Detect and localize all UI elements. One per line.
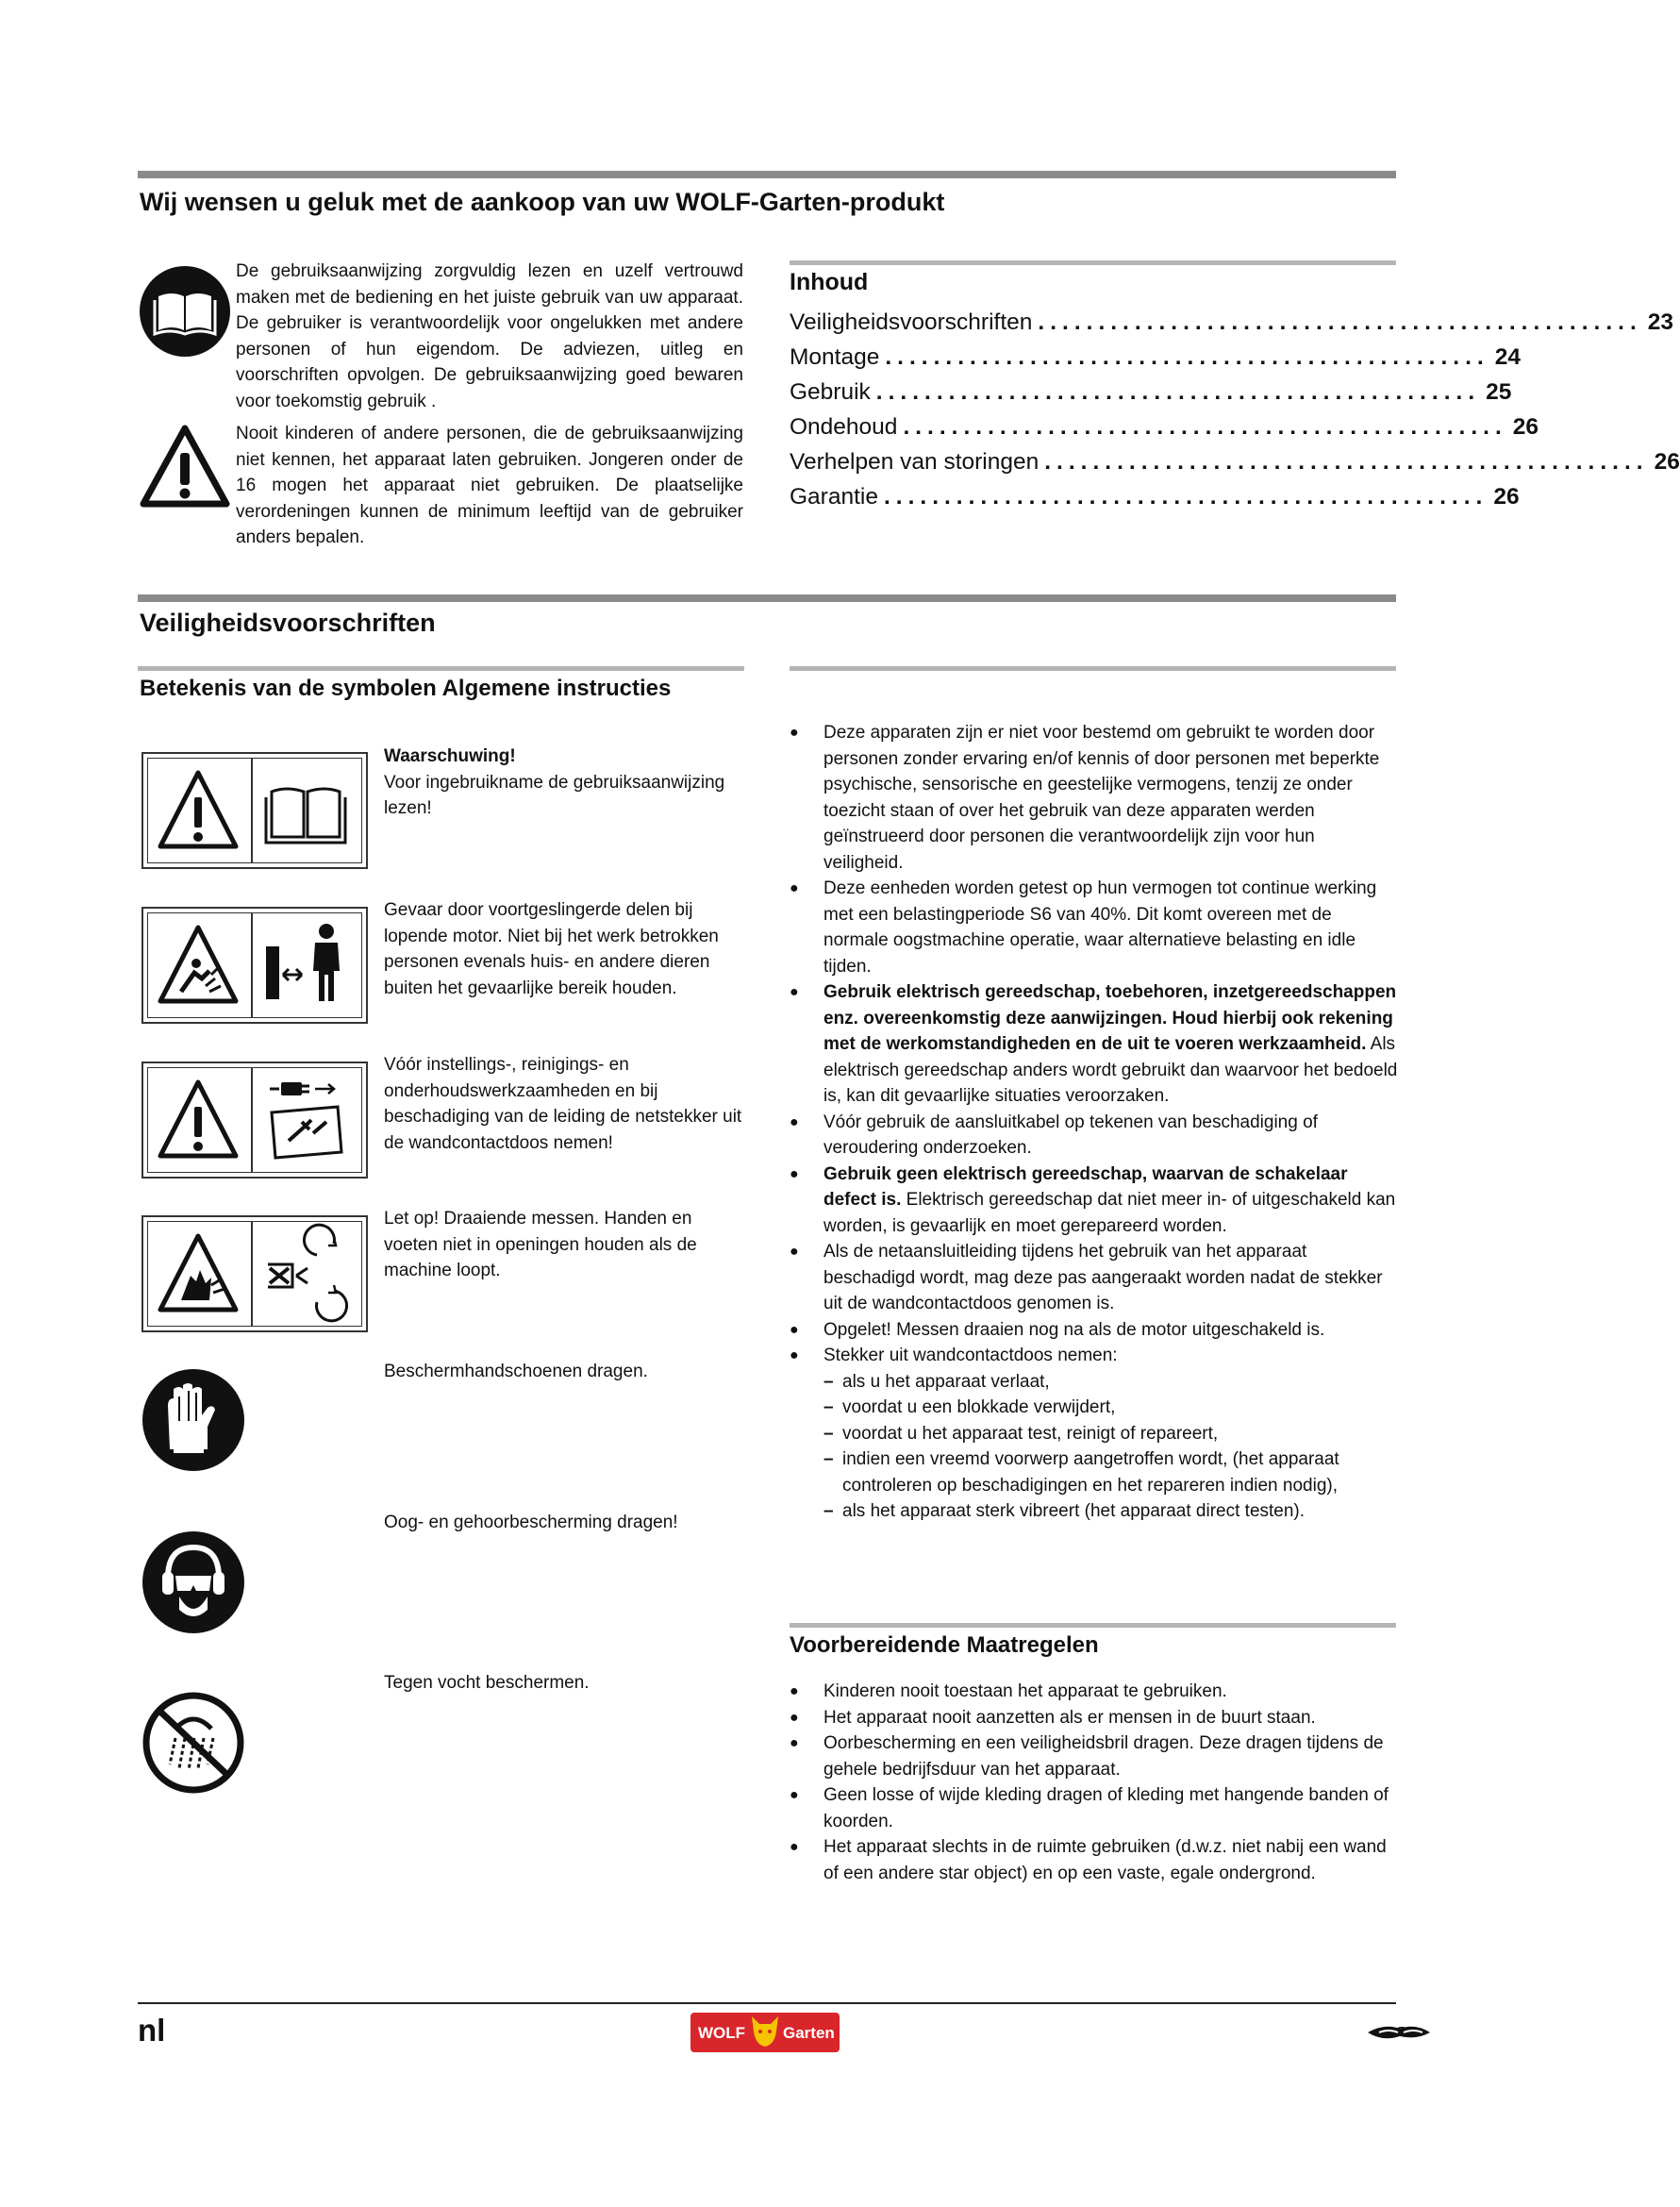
symbol-thrown-objects [141,907,368,1024]
symbols-title: Betekenis van de symbolen Algemene instructies [140,676,672,701]
header-rule [138,171,1396,178]
list-item: ● Geen losse of wijde kleding dragen of kleding met hangende banden of koorden. [790,1782,1398,1834]
rotating-blades-icon [260,1227,351,1317]
open-book-icon [260,763,351,854]
list-item: ● Gebruik elektrisch gereedschap, toebehoren, inzetgereedschappen enz. overeenkomstig deze aanwijzingen. Houd hierbij ook rekening met de werkomstandigheden en de uit te voeren werkzaamheid. Als elektrisch gereedschap anders wordt gebruikt dan waarvoor het bedoeld is, kan dit gevaarlijke situaties veroorzaken. [790,979,1398,1110]
general-instructions-list [790,720,1398,1525]
symbol-text-1: Waarschuwing! Voor ingebruikname de gebruiksaanwijzing lezen! [384,746,725,818]
section-title: Veiligheidsvoorschriften [140,609,436,637]
section-rule [138,594,1396,602]
page-number-graphic [1358,2019,1434,2048]
symbol-text-3: Vóór instellings-, reinigings- en onderhoudswerkzaamheden en bij beschadiging van de leiding de netstekker uit de wandcontactdoos nemen! [384,1055,742,1153]
sub-list-item: – indien een vreemd voorwerp aangetroffen wordt, (het apparaat controleren op beschadigingen en het repareren indien nodig), [823,1446,1398,1498]
intro-paragraph-1: De gebruiksaanwijzing zorgvuldig lezen en uzelf vertrouwd maken met de bediening en het juiste gebruik van uw apparaat. De gebruiker is verantwoordelijk voor ongelukken met andere personen of hun eigendom. De adviezen, uitleg en voorschriften opvolgen. De gebruiksaanwijzing goed bewaren voor toekomstig gebruik . [236,261,743,411]
list-item: ● Vóór gebruik de aansluitkabel op tekenen van beschadiging of veroudering onderzoeken. [790,1110,1398,1162]
symbol-text-7: Tegen vocht beschermen. [384,1673,590,1693]
symbol-text-2: Gevaar door voortgeslingerde delen bij lopende motor. Niet bij het werk betrokken personen evenals huis- en andere dieren buiten het gevaarlijke bereik houden. [384,900,719,998]
table-of-contents [790,309,1680,519]
page-number [1358,2019,1434,2052]
symbol-text-5: Beschermhandschoenen dragen. [384,1362,648,1381]
wolf-garten-logo: WOLF Garten [690,2013,840,2052]
symbol-read-manual [141,752,368,869]
sub-list-item: – als het apparaat sterk vibreert (het apparaat direct testen). [823,1498,1398,1525]
list-item: ● Deze apparaten zijn er niet voor bestemd om gebruikt te worden door personen zonder ervaring en/of kennis of door personen met beperkte psychische, sensorische en geestelijke vermogens, tenzij ze onder toezicht staan of over het gebruik van deze apparaten werden geïnstrueerd door personen die verantwoordelijk zijn voor hun veiligheid. [790,720,1398,876]
hand-blade-icon [153,1229,243,1319]
prep-rule [790,1623,1396,1628]
list-item: ● Gebruik geen elektrisch gereedschap, waarvan de schakelaar defect is. Elektrisch gereedschap dat niet meer in- of uitgeschakeld kan worden, is gevaarlijk en moet gerepareerd worden. [790,1162,1398,1240]
symbol-text-6: Oog- en gehoorbescherming dragen! [384,1513,678,1532]
toc-title: Inhoud [790,269,869,295]
prep-list [790,1679,1398,1886]
sub-list-item: – voordat u een blokkade verwijdert, [823,1395,1398,1421]
no-rain-icon [141,1691,245,1799]
prep-title: Voorbereidende Maatregelen [790,1632,1099,1658]
language-code: nl [138,2013,166,2048]
toc-item[interactable]: Veiligheidsvoorschriften .................................................. 23 [790,309,1674,335]
intro-paragraph-2: Nooit kinderen of andere personen, die de gebruiksaanwijzing niet kennen, het apparaat laten gebruiken. Jongeren onder de 16 mogen het apparaat niet gebruiken. De plaatselijke verordeningen kunnen de minimum leeftijd van de gebruiker anders bepalen. [236,424,743,547]
list-item: ● Het apparaat nooit aanzetten als er mensen in de buurt staan. [790,1705,1398,1731]
list-item: ● Kinderen nooit toestaan het apparaat te gebruiken. [790,1679,1398,1705]
keep-distance-icon [260,918,351,1009]
list-item: ● Oorbescherming en een veiligheidsbril dragen. Deze dragen tijdens de gehele bedrijfsduur van het apparaat. [790,1730,1398,1782]
book-icon [138,264,232,363]
list-item: ● Opgelet! Messen draaien nog na als de motor uitgeschakeld is. [790,1317,1398,1344]
toc-item[interactable]: Garantie .................................................. 26 [790,484,1520,510]
toc-item[interactable]: Montage .................................................. 24 [790,344,1521,370]
symbol-text-4: Let op! Draaiende messen. Handen en voeten niet in openingen houden als de machine loopt. [384,1209,697,1280]
toc-item[interactable]: Verhelpen van storingen .................................................. 26 [790,449,1680,475]
fox-logo-icon [750,2015,780,2048]
subsection-rule-left [138,666,744,671]
list-item: ● Als de netaansluitleiding tijdens het gebruik van het apparaat beschadigd wordt, mag deze pas aangeraakt worden nadat de stekker uit de wandcontactdoos genomen is. [790,1239,1398,1317]
page-title: Wij wensen u geluk met de aankoop van uw WOLF-Garten-produkt [140,188,945,216]
symbol-rotating-blades [141,1215,368,1332]
warning-triangle-icon [138,423,232,514]
sub-list-item: – als u het apparaat verlaat, [823,1369,1398,1396]
toc-item[interactable]: Gebruik .................................................. 25 [790,379,1512,405]
sub-list-item: – voordat u het apparaat test, reinigt of repareert, [823,1421,1398,1447]
list-item: ● Stekker uit wandcontactdoos nemen: – als u het apparaat verlaat, – voordat u een blokkade verwijdert, – voordat u het apparaat test, reinigt of repareert, – indien een vreemd voorwerp aangetroffen wordt, (het apparaat controleren op beschadigingen en het repareren indien nodig), – als het apparaat sterk vibreert (het apparaat direct testen). [790,1343,1398,1525]
subsection-rule-right [790,666,1396,671]
footer-rule [138,2002,1396,2004]
toc-rule [790,260,1396,265]
toc-item[interactable]: Ondehoud .................................................. 26 [790,414,1539,440]
symbol-unplug [141,1062,368,1179]
list-item: ● Deze eenheden worden getest op hun vermogen tot continue werking met een belastingperiode S6 van 40%. Dit komt overeen met de normale oogstmachine operatie, waar alternatieve belasting en idle tijden. [790,876,1398,979]
thrown-objects-icon [153,920,243,1011]
gloves-icon [141,1368,245,1477]
eye-ear-protection-icon [141,1530,245,1639]
unplug-manual-icon [260,1073,351,1163]
warning-triangle-icon [153,1075,243,1165]
list-item: ● Het apparaat slechts in de ruimte gebruiken (d.w.z. niet nabij een wand of een andere star object) en op een vaste, egale ondergrond. [790,1834,1398,1886]
warning-triangle-icon [153,765,243,856]
